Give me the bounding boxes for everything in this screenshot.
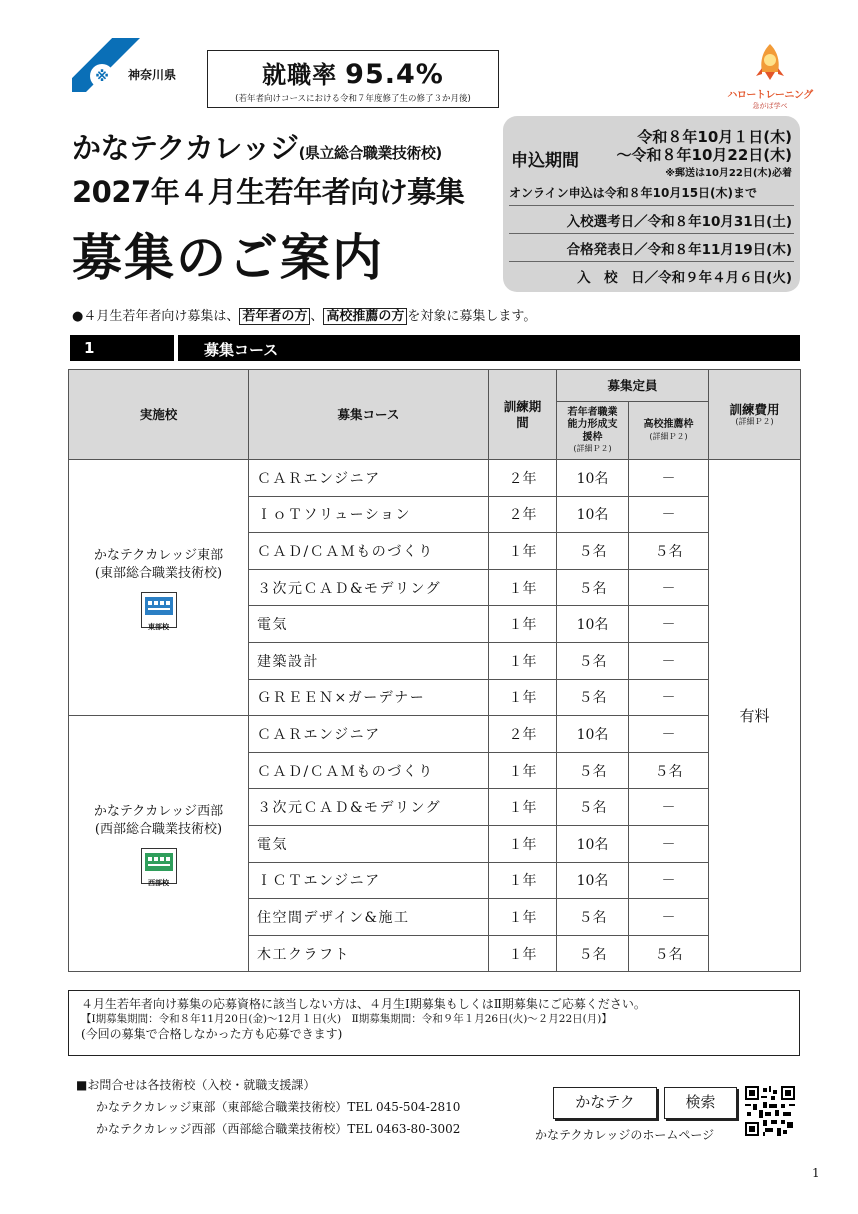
header-fee: 訓練費用 (詳細Ｐ２): [709, 370, 801, 460]
hello-training-text: ハロートレーニング: [727, 90, 813, 101]
search-button[interactable]: 検索: [664, 1087, 737, 1119]
youth-quota: ５名: [557, 789, 629, 826]
application-mail-note: ※郵送は10月22日(木)必着: [665, 168, 792, 179]
course-name: ＣＡＤ/ＣＡＭものづくり: [249, 533, 489, 570]
youth-quota: 10名: [557, 825, 629, 862]
youth-quota: 10名: [557, 716, 629, 753]
contact-title: ■お問合せは各技術校（入校・就職支援課）: [76, 1078, 316, 1092]
course-period: １年: [489, 642, 557, 679]
course-name: 住空間デザイン&施工: [249, 899, 489, 936]
page-number: 1: [812, 1166, 820, 1180]
notice-line-2: 【Ⅰ期募集期間：令和８年11月20日(金)～12月１日(火) Ⅱ期募集期間：令和９年１月26日(火)～２月22日(月)】: [81, 1013, 612, 1026]
title-college-official: (県立総合職業技術校): [298, 144, 442, 162]
application-period-label: 申込期間: [511, 151, 579, 171]
notice-line-1: ４月生若年者向け募集の応募資格に該当しない方は、４月生Ⅰ期募集もしくはⅡ期募集にご応募ください。: [81, 997, 646, 1011]
course-name: 木工クラフト: [249, 935, 489, 972]
section-title: 募集コース: [204, 341, 279, 359]
highschool-quota: －: [629, 460, 709, 497]
online-application-deadline: オンライン申込は令和８年10月15日(木)まで: [509, 186, 758, 200]
header-capacity: 募集定員: [557, 370, 709, 402]
homepage-label: かなテクカレッジのホームページ: [535, 1128, 715, 1142]
target-highschool: 高校推薦の方: [323, 308, 407, 325]
qr-code-icon[interactable]: [745, 1086, 795, 1136]
youth-quota: ５名: [557, 569, 629, 606]
title-college-name: かなテクカレッジ: [72, 131, 299, 165]
entry-date: 入 校 日／令和９年４月６日(火): [577, 270, 792, 286]
youth-quota: ５名: [557, 679, 629, 716]
notice-box: [68, 990, 800, 1056]
course-name: 電気: [249, 606, 489, 643]
title-line-1: [72, 126, 442, 167]
course-period: １年: [489, 752, 557, 789]
course-name: 建築設計: [249, 642, 489, 679]
highschool-quota: ５名: [629, 935, 709, 972]
section-number: 1: [84, 339, 95, 357]
contact-east: かなテクカレッジ東部（東部総合職業技術校）TEL 045-504-2810: [96, 1100, 461, 1115]
course-name: ＩＣＴエンジニア: [249, 862, 489, 899]
course-period: １年: [489, 899, 557, 936]
course-table: [68, 369, 801, 972]
youth-quota: 10名: [557, 496, 629, 533]
title-line-2: 2027年４月生若年者向け募集: [72, 175, 465, 209]
header-highschool-quota: 高校推薦枠 (詳細Ｐ２): [629, 402, 709, 460]
header-course: 募集コース: [249, 370, 489, 460]
svg-text:※: ※: [95, 69, 109, 85]
employment-rate-box: [207, 50, 499, 108]
page-title: 募集のご案内: [72, 229, 384, 287]
employment-rate-value: 95.4%: [345, 59, 444, 90]
west-school-official: (西部総合職業技術校): [94, 821, 223, 837]
hello-training-slogan: 急がば学べ: [752, 102, 788, 110]
course-name: ＩｏＴソリューション: [249, 496, 489, 533]
highschool-quota: －: [629, 789, 709, 826]
highschool-quota: ５名: [629, 533, 709, 570]
west-school-name: かなテクカレッジ西部: [93, 804, 224, 820]
section-header: [70, 335, 800, 361]
course-period: １年: [489, 679, 557, 716]
course-period: ２年: [489, 716, 557, 753]
prefecture-name: 神奈川県: [128, 68, 177, 82]
search-keyword-box[interactable]: かなテク: [553, 1087, 657, 1119]
application-period-start: 令和８年10月１日(木): [637, 128, 792, 146]
employment-rate-note: (若年者向けコースにおける令和７年度修了生の修了３か月後): [235, 94, 471, 104]
employment-rate-label: 就職率: [262, 61, 338, 89]
notice-line-3: (今回の募集で合格しなかった方も応募できます): [81, 1027, 343, 1042]
fee-value: 有料: [709, 460, 801, 972]
youth-quota: 10名: [557, 460, 629, 497]
course-name: ＣＡＲエンジニア: [249, 716, 489, 753]
east-school-official: (東部総合職業技術校): [94, 565, 223, 581]
youth-quota: ５名: [557, 752, 629, 789]
schedule-divider: [509, 233, 794, 234]
east-school-cell: [69, 460, 249, 716]
course-name: ＧＲＥＥＮ×ガーデナー: [249, 679, 489, 716]
highschool-quota: ５名: [629, 752, 709, 789]
youth-quota: ５名: [557, 642, 629, 679]
course-period: １年: [489, 789, 557, 826]
course-period: １年: [489, 935, 557, 972]
course-period: １年: [489, 825, 557, 862]
course-period: ２年: [489, 460, 557, 497]
header-period: 訓練期間: [489, 370, 557, 460]
header-school: 実施校: [69, 370, 249, 460]
highschool-quota: －: [629, 825, 709, 862]
highschool-quota: －: [629, 862, 709, 899]
course-name: ＣＡＲエンジニア: [249, 460, 489, 497]
intro-text: ●４月生若年者向け募集は、 若年者の方 、 高校推薦の方 を対象に募集します。: [72, 309, 537, 324]
youth-quota: 10名: [557, 606, 629, 643]
course-period: １年: [489, 862, 557, 899]
course-period: ２年: [489, 496, 557, 533]
highschool-quota: －: [629, 606, 709, 643]
header-youth-quota: 若年者職業能力形成支援枠 (詳細Ｐ２): [557, 402, 629, 460]
course-period: １年: [489, 569, 557, 606]
schedule-divider: [509, 205, 794, 206]
exam-date: 入校選考日／令和８年10月31日(土): [566, 214, 792, 230]
west-school-cell: [69, 716, 249, 972]
schedule-box: [503, 116, 800, 292]
highschool-quota: －: [629, 899, 709, 936]
contact-info: [76, 1074, 460, 1141]
youth-quota: ５名: [557, 935, 629, 972]
east-school-name: かなテクカレッジ東部: [93, 548, 224, 564]
target-youth: 若年者の方: [239, 308, 310, 325]
highschool-quota: －: [629, 716, 709, 753]
application-period-end: ～令和８年10月22日(木): [616, 146, 792, 164]
schedule-divider: [509, 261, 794, 262]
east-school-building-icon: 東部校: [141, 592, 177, 628]
course-period: １年: [489, 606, 557, 643]
section-divider: [174, 335, 178, 361]
west-school-building-icon: 西部校: [141, 848, 177, 884]
highschool-quota: －: [629, 679, 709, 716]
rocket-mascot-icon: [750, 42, 790, 82]
table-row: [69, 460, 801, 497]
hello-training-logo: [720, 42, 820, 108]
youth-quota: 10名: [557, 862, 629, 899]
highschool-quota: －: [629, 569, 709, 606]
course-name: ３次元ＣＡＤ&モデリング: [249, 789, 489, 826]
course-name: 電気: [249, 825, 489, 862]
kanagawa-pref-emblem-icon: [72, 38, 140, 92]
result-date: 合格発表日／令和８年11月19日(木): [566, 242, 792, 258]
highschool-quota: －: [629, 496, 709, 533]
youth-quota: ５名: [557, 533, 629, 570]
course-name: ＣＡＤ/ＣＡＭものづくり: [249, 752, 489, 789]
table-row: [69, 716, 801, 753]
highschool-quota: －: [629, 642, 709, 679]
course-name: ３次元ＣＡＤ&モデリング: [249, 569, 489, 606]
youth-quota: ５名: [557, 899, 629, 936]
course-period: １年: [489, 533, 557, 570]
contact-west: かなテクカレッジ西部（西部総合職業技術校）TEL 0463-80-3002: [96, 1122, 461, 1137]
